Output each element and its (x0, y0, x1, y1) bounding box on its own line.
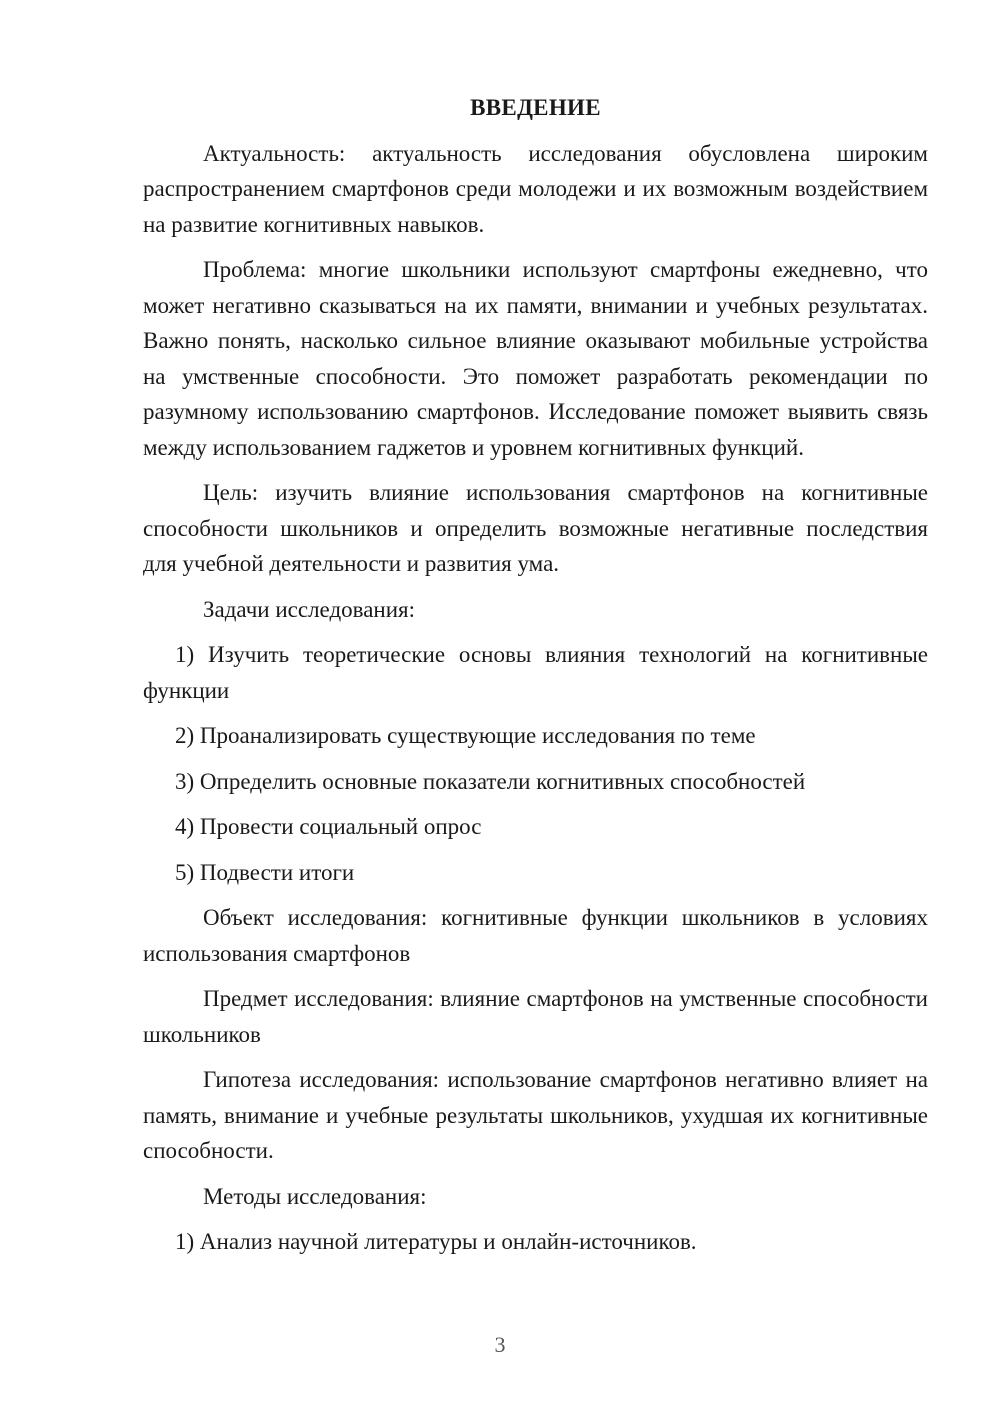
goal-paragraph: Цель: изучить влияние использования смартфонов на когнитивные способности школьников и определить возможные негативные последствия для учебной деятельности и развития ума. (143, 480, 928, 576)
page-number: 3 (494, 1332, 506, 1357)
task-item: 2) Проанализировать существующие исследования по теме (175, 723, 756, 748)
section-title: ВВЕДЕНИЕ (470, 95, 601, 120)
hypothesis-paragraph: Гипотеза исследования: использование смартфонов негативно влияет на память, внимание и учебные результаты школьников, ухудшая их когнитивные способности. (143, 1067, 928, 1163)
task-item: 4) Провести социальный опрос (175, 814, 482, 839)
object-paragraph: Объект исследования: когнитивные функции школьников в условиях использования смартфонов (143, 905, 928, 966)
methods-heading: Методы исследования: (203, 1183, 427, 1209)
tasks-heading: Задачи исследования: (203, 596, 416, 622)
subject-paragraph: Предмет исследования: влияние смартфонов на умственные способности школьников (143, 986, 928, 1047)
task-item: 5) Подвести итоги (175, 859, 355, 885)
method-item: 1) Анализ научной литературы и онлайн-источников. (175, 1229, 697, 1254)
task-item: 3) Определить основные показатели когнитивных способностей (175, 768, 806, 794)
problem-paragraph: Проблема: многие школьники используют смартфоны ежедневно, что может негативно сказываться на их памяти, внимании и учебных результатах. Важно понять, насколько сильное влияние оказывают мобильные устройства на умственные способности. Это поможет разработать рекомендации по разумному использованию смартфонов. Исследование поможет выявить связь между использованием гаджетов и уровнем когнитивных функций. (143, 257, 928, 460)
actuality-paragraph: Актуальность: актуальность исследования обусловлена широким распространением смартфонов среди молодежи и их возможным воздействием на развитие когнитивных навыков. (143, 140, 928, 237)
document-page (143, 90, 928, 1270)
task-item: 1) Изучить теоретические основы влияния технологий на когнитивные функции (143, 642, 928, 703)
